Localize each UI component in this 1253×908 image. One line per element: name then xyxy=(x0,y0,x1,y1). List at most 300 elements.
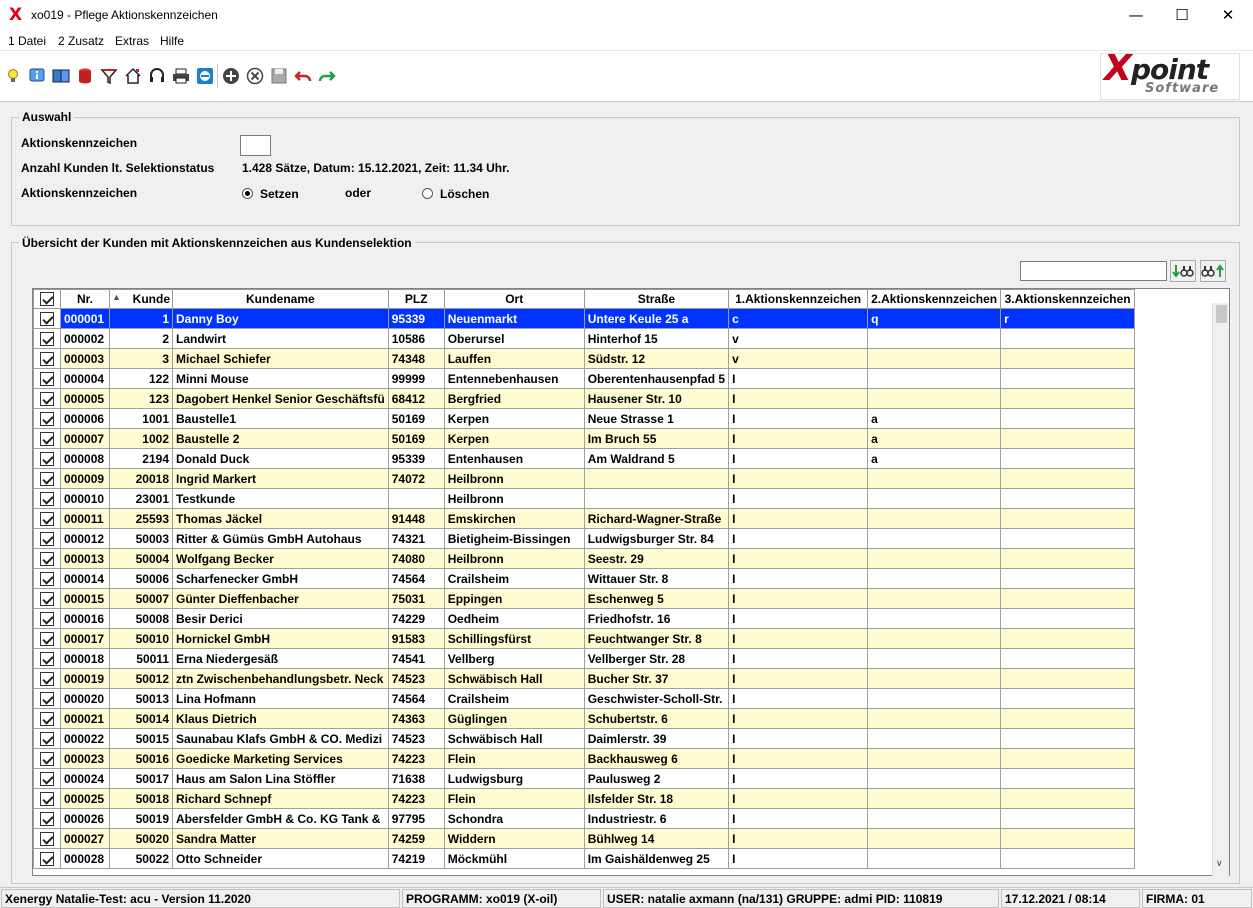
cell-ort: Heilbronn xyxy=(444,489,584,509)
cell-ort: Kerpen xyxy=(444,409,584,429)
cell-plz: 74523 xyxy=(388,669,444,689)
row-checkbox-cell[interactable] xyxy=(34,729,61,749)
table-row[interactable] xyxy=(34,749,1135,769)
table-row[interactable] xyxy=(34,449,1135,469)
row-checkbox[interactable] xyxy=(40,452,54,466)
cell-kundename: Wolfgang Becker xyxy=(173,549,389,569)
cell-nr: 000026 xyxy=(61,809,110,829)
table-row[interactable] xyxy=(34,349,1135,369)
table-row[interactable] xyxy=(34,369,1135,389)
table-row[interactable] xyxy=(34,669,1135,689)
cell-strasse: Bühlweg 14 xyxy=(584,829,728,849)
cell-aktion3 xyxy=(1001,389,1135,409)
aktionskennzeichen-input[interactable] xyxy=(240,135,271,156)
cell-strasse: Industriestr. 6 xyxy=(584,809,728,829)
cell-plz xyxy=(388,489,444,509)
cell-kunde: 50012 xyxy=(110,669,173,689)
cell-nr: 000018 xyxy=(61,649,110,669)
cell-kunde: 23001 xyxy=(110,489,173,509)
row-checkbox[interactable] xyxy=(40,612,54,626)
menu-bar xyxy=(0,31,1253,51)
table-row[interactable] xyxy=(34,469,1135,489)
cell-aktion1: I xyxy=(729,369,868,389)
cell-aktion3 xyxy=(1001,609,1135,629)
cell-aktion3 xyxy=(1001,689,1135,709)
cell-nr: 000008 xyxy=(61,449,110,469)
cell-aktion2 xyxy=(868,789,1001,809)
row-checkbox-cell[interactable] xyxy=(34,429,61,449)
cell-plz: 74223 xyxy=(388,789,444,809)
status-bar xyxy=(0,887,1253,908)
cell-kundename: Donald Duck xyxy=(173,449,389,469)
cell-strasse: Eschenweg 5 xyxy=(584,589,728,609)
cell-plz: 95339 xyxy=(388,309,444,329)
cell-plz: 95339 xyxy=(388,449,444,469)
row-checkbox-cell[interactable] xyxy=(34,489,61,509)
table-row[interactable] xyxy=(34,509,1135,529)
cell-plz: 10586 xyxy=(388,329,444,349)
row-checkbox[interactable] xyxy=(40,832,54,846)
cell-kundename: Goedicke Marketing Services xyxy=(173,749,389,769)
row-checkbox-cell[interactable] xyxy=(34,809,61,829)
minimize-button[interactable]: — xyxy=(1128,6,1144,24)
row-checkbox[interactable] xyxy=(40,632,54,646)
anzahl-kunden-value: 1.428 Sätze, Datum: 15.12.2021, Zeit: 11.34 Uhr. xyxy=(242,161,510,175)
cell-aktion1: I xyxy=(729,649,868,669)
table-row[interactable] xyxy=(34,649,1135,669)
cell-kunde: 50011 xyxy=(110,649,173,669)
cell-plz: 74072 xyxy=(388,469,444,489)
row-checkbox-cell[interactable] xyxy=(34,449,61,469)
cell-aktion2 xyxy=(868,389,1001,409)
cell-aktion1: I xyxy=(729,549,868,569)
cell-aktion3 xyxy=(1001,749,1135,769)
cell-kunde: 1 xyxy=(110,309,173,329)
cell-plz: 74348 xyxy=(388,349,444,369)
xpoint-logo xyxy=(1100,48,1240,100)
cell-aktion3 xyxy=(1001,789,1135,809)
cell-plz: 50169 xyxy=(388,409,444,429)
row-checkbox[interactable] xyxy=(40,592,54,606)
cell-aktion3 xyxy=(1001,449,1135,469)
cell-nr: 000006 xyxy=(61,409,110,429)
cell-strasse: Paulusweg 2 xyxy=(584,769,728,789)
cell-kundename: Lina Hofmann xyxy=(173,689,389,709)
row-checkbox[interactable] xyxy=(40,412,54,426)
row-checkbox[interactable] xyxy=(40,432,54,446)
row-checkbox[interactable] xyxy=(40,812,54,826)
search-input[interactable] xyxy=(1020,261,1167,281)
cell-aktion2 xyxy=(868,809,1001,829)
cell-aktion1: I xyxy=(729,429,868,449)
cell-aktion3 xyxy=(1001,429,1135,449)
cell-ort: Vellberg xyxy=(444,649,584,669)
cell-aktion2 xyxy=(868,509,1001,529)
cell-ort: Neuenmarkt xyxy=(444,309,584,329)
add-icon[interactable] xyxy=(222,67,240,85)
select-all-checkbox[interactable] xyxy=(40,292,54,306)
row-checkbox[interactable] xyxy=(40,372,54,386)
header-kunde[interactable] xyxy=(110,290,173,309)
info-icon[interactable] xyxy=(28,67,46,85)
cell-aktion3: r xyxy=(1001,309,1135,329)
table-row[interactable] xyxy=(34,809,1135,829)
cell-aktion1: I xyxy=(729,449,868,469)
cell-ort: Möckmühl xyxy=(444,849,584,869)
cell-aktion3 xyxy=(1001,509,1135,529)
table-row[interactable] xyxy=(34,529,1135,549)
cell-plz: 74259 xyxy=(388,829,444,849)
cell-ort: Crailsheim xyxy=(444,689,584,709)
row-checkbox-cell[interactable] xyxy=(34,689,61,709)
cell-ort: Heilbronn xyxy=(444,469,584,489)
cell-kundename: Erna Niedergesäß xyxy=(173,649,389,669)
cell-nr: 000028 xyxy=(61,849,110,869)
cell-aktion2 xyxy=(868,669,1001,689)
table-row[interactable] xyxy=(34,389,1135,409)
row-checkbox-cell[interactable] xyxy=(34,569,61,589)
cell-kundename: Minni Mouse xyxy=(173,369,389,389)
cell-aktion1: I xyxy=(729,629,868,649)
radio-loeschen[interactable] xyxy=(422,188,433,199)
cell-kunde: 50018 xyxy=(110,789,173,809)
vertical-scrollbar[interactable] xyxy=(1212,303,1229,876)
cell-kundename: Thomas Jäckel xyxy=(173,509,389,529)
cell-kundename: Richard Schnepf xyxy=(173,789,389,809)
logo-software: Software xyxy=(1145,81,1220,96)
row-checkbox-cell[interactable] xyxy=(34,669,61,689)
cell-aktion1: I xyxy=(729,829,868,849)
header-kunde-label: Kunde xyxy=(132,292,170,306)
cell-nr: 000005 xyxy=(61,389,110,409)
row-checkbox-cell[interactable] xyxy=(34,329,61,349)
row-checkbox[interactable] xyxy=(40,312,54,326)
row-checkbox-cell[interactable] xyxy=(34,769,61,789)
row-checkbox[interactable] xyxy=(40,572,54,586)
menu-zusatz[interactable]: 2 Zusatz xyxy=(58,34,105,48)
row-checkbox[interactable] xyxy=(40,392,54,406)
cell-kundename: Günter Dieffenbacher xyxy=(173,589,389,609)
cell-aktion1: I xyxy=(729,529,868,549)
cell-aktion3 xyxy=(1001,409,1135,429)
table-row[interactable] xyxy=(34,849,1135,869)
label-aktionskennzeichen: Aktionskennzeichen xyxy=(21,136,138,150)
cell-nr: 000027 xyxy=(61,829,110,849)
label-setzen[interactable]: Setzen xyxy=(260,187,299,201)
cell-kunde: 50020 xyxy=(110,829,173,849)
cell-aktion2 xyxy=(868,609,1001,629)
cell-strasse: Wittauer Str. 8 xyxy=(584,569,728,589)
maximize-button[interactable]: ☐ xyxy=(1175,6,1189,24)
cell-plz: 71638 xyxy=(388,769,444,789)
redo-icon[interactable] xyxy=(318,67,336,85)
cell-kunde: 50019 xyxy=(110,809,173,829)
cell-nr: 000020 xyxy=(61,689,110,709)
cell-kundename: Landwirt xyxy=(173,329,389,349)
cell-nr: 000003 xyxy=(61,349,110,369)
cell-nr: 000004 xyxy=(61,369,110,389)
table-row[interactable] xyxy=(34,589,1135,609)
row-checkbox[interactable] xyxy=(40,672,54,686)
header-aktion3[interactable]: 3.Aktionskennzeichen xyxy=(1001,290,1135,309)
header-plz[interactable]: PLZ xyxy=(388,290,444,309)
table-row[interactable] xyxy=(34,769,1135,789)
cell-nr: 000012 xyxy=(61,529,110,549)
cell-kunde: 50003 xyxy=(110,529,173,549)
row-checkbox[interactable] xyxy=(40,552,54,566)
cell-strasse: Oberentenhausenpfad 5 xyxy=(584,369,728,389)
cell-aktion1: I xyxy=(729,589,868,609)
cell-strasse xyxy=(584,469,728,489)
row-checkbox-cell[interactable] xyxy=(34,469,61,489)
row-checkbox-cell[interactable] xyxy=(34,529,61,549)
cell-aktion1: I xyxy=(729,749,868,769)
row-checkbox[interactable] xyxy=(40,512,54,526)
header-aktion2[interactable]: 2.Aktionskennzeichen xyxy=(868,290,1001,309)
row-checkbox-cell[interactable] xyxy=(34,589,61,609)
row-checkbox[interactable] xyxy=(40,472,54,486)
scrollbar-thumb[interactable] xyxy=(1216,305,1227,323)
cell-plz: 74080 xyxy=(388,549,444,569)
row-checkbox-cell[interactable] xyxy=(34,849,61,869)
cell-kundename: Saunabau Klafs GmbH & CO. Medizi xyxy=(173,729,389,749)
cell-ort: Güglingen xyxy=(444,709,584,729)
cell-strasse: Daimlerstr. 39 xyxy=(584,729,728,749)
header-nr[interactable]: Nr. xyxy=(61,290,110,309)
window-title: xo019 - Pflege Aktionskennzeichen xyxy=(31,8,218,22)
cell-aktion3 xyxy=(1001,529,1135,549)
cell-aktion3 xyxy=(1001,569,1135,589)
row-checkbox[interactable] xyxy=(40,712,54,726)
cell-kunde: 50016 xyxy=(110,749,173,769)
cell-kunde: 50017 xyxy=(110,769,173,789)
logo-x: X xyxy=(1104,48,1132,89)
cell-plz: 99999 xyxy=(388,369,444,389)
cell-kunde: 25593 xyxy=(110,509,173,529)
cell-plz: 50169 xyxy=(388,429,444,449)
row-checkbox[interactable] xyxy=(40,332,54,346)
cell-kunde: 50015 xyxy=(110,729,173,749)
row-checkbox-cell[interactable] xyxy=(34,309,61,329)
cell-kundename: Danny Boy xyxy=(173,309,389,329)
menu-datei[interactable]: 1 Datei xyxy=(8,34,47,48)
cell-aktion2: a xyxy=(868,429,1001,449)
row-checkbox-cell[interactable] xyxy=(34,749,61,769)
row-checkbox-cell[interactable] xyxy=(34,409,61,429)
cell-nr: 000002 xyxy=(61,329,110,349)
cell-aktion2 xyxy=(868,589,1001,609)
table-row[interactable] xyxy=(34,629,1135,649)
cell-aktion1: v xyxy=(729,329,868,349)
table-row[interactable] xyxy=(34,569,1135,589)
cell-kunde: 123 xyxy=(110,389,173,409)
scroll-down-icon[interactable]: ∨ xyxy=(1216,859,1223,869)
row-checkbox-cell[interactable] xyxy=(34,349,61,369)
row-checkbox-cell[interactable] xyxy=(34,709,61,729)
cell-strasse: Untere Keule 25 a xyxy=(584,309,728,329)
header-kundename[interactable]: Kundename xyxy=(173,290,389,309)
table-row[interactable] xyxy=(34,309,1135,329)
table-row[interactable] xyxy=(34,829,1135,849)
cell-plz: 74363 xyxy=(388,709,444,729)
table-row[interactable] xyxy=(34,329,1135,349)
cell-nr: 000010 xyxy=(61,489,110,509)
table-row[interactable] xyxy=(34,489,1135,509)
row-checkbox[interactable] xyxy=(40,772,54,786)
row-checkbox[interactable] xyxy=(40,532,54,546)
undo-icon[interactable] xyxy=(294,67,312,85)
cell-aktion1: I xyxy=(729,729,868,749)
table-row[interactable] xyxy=(34,409,1135,429)
cell-nr: 000015 xyxy=(61,589,110,609)
cell-kundename: Scharfenecker GmbH xyxy=(173,569,389,589)
cell-aktion2 xyxy=(868,749,1001,769)
cell-strasse: Hausener Str. 10 xyxy=(584,389,728,409)
cell-plz: 68412 xyxy=(388,389,444,409)
book-icon[interactable] xyxy=(52,67,70,85)
cell-aktion3 xyxy=(1001,849,1135,869)
search-down-icon[interactable] xyxy=(1170,260,1196,282)
row-checkbox-cell[interactable] xyxy=(34,629,61,649)
cell-aktion3 xyxy=(1001,829,1135,849)
customer-grid xyxy=(32,288,1230,876)
table-row[interactable] xyxy=(34,789,1135,809)
filter-icon[interactable] xyxy=(100,67,118,85)
cell-aktion2 xyxy=(868,369,1001,389)
cell-aktion3 xyxy=(1001,709,1135,729)
radio-setzen[interactable] xyxy=(242,188,253,199)
title-bar xyxy=(0,0,1253,31)
row-checkbox[interactable] xyxy=(40,752,54,766)
header-aktion1[interactable]: 1.Aktionskennzeichen xyxy=(729,290,868,309)
cell-aktion2 xyxy=(868,829,1001,849)
table-row[interactable] xyxy=(34,709,1135,729)
cell-nr: 000009 xyxy=(61,469,110,489)
label-aktionskennzeichen-mode: Aktionskennzeichen xyxy=(21,186,138,200)
cell-strasse: Südstr. 12 xyxy=(584,349,728,369)
row-checkbox[interactable] xyxy=(40,652,54,666)
database-icon[interactable] xyxy=(76,67,94,85)
row-checkbox[interactable] xyxy=(40,792,54,806)
cell-aktion2 xyxy=(868,329,1001,349)
cell-aktion3 xyxy=(1001,489,1135,509)
cell-kunde: 50004 xyxy=(110,549,173,569)
toolbar-separator xyxy=(217,64,218,88)
cell-kunde: 122 xyxy=(110,369,173,389)
home-icon[interactable] xyxy=(124,67,142,85)
row-checkbox[interactable] xyxy=(40,732,54,746)
search-up-icon[interactable] xyxy=(1200,260,1226,282)
cell-kundename: Abersfelder GmbH & Co. KG Tank & xyxy=(173,809,389,829)
cell-aktion3 xyxy=(1001,589,1135,609)
cell-strasse xyxy=(584,489,728,509)
cell-aktion1: I xyxy=(729,569,868,589)
cell-nr: 000007 xyxy=(61,429,110,449)
customer-table xyxy=(33,289,1135,869)
save-icon[interactable] xyxy=(270,67,288,85)
status-version: Xenergy Natalie-Test: acu - Version 11.2020 xyxy=(1,889,400,908)
cell-nr: 000019 xyxy=(61,669,110,689)
close-button[interactable]: ✕ xyxy=(1221,6,1235,24)
cell-kunde: 1001 xyxy=(110,409,173,429)
cell-strasse: Seestr. 29 xyxy=(584,549,728,569)
cell-nr: 000016 xyxy=(61,609,110,629)
table-row[interactable] xyxy=(34,609,1135,629)
cell-aktion3 xyxy=(1001,649,1135,669)
cell-kundename: Otto Schneider xyxy=(173,849,389,869)
cell-aktion3 xyxy=(1001,549,1135,569)
cell-plz: 97795 xyxy=(388,809,444,829)
cell-plz: 74219 xyxy=(388,849,444,869)
cell-strasse: Am Waldrand 5 xyxy=(584,449,728,469)
printer-icon[interactable] xyxy=(172,67,190,85)
cell-nr: 000024 xyxy=(61,769,110,789)
row-checkbox-cell[interactable] xyxy=(34,509,61,529)
row-checkbox-cell[interactable] xyxy=(34,369,61,389)
cell-aktion1: I xyxy=(729,469,868,489)
row-checkbox-cell[interactable] xyxy=(34,649,61,669)
label-loeschen[interactable]: Löschen xyxy=(440,187,490,201)
teamviewer-icon[interactable] xyxy=(196,67,214,85)
cell-nr: 000022 xyxy=(61,729,110,749)
table-row[interactable] xyxy=(34,689,1135,709)
cell-ort: Entenhausen xyxy=(444,449,584,469)
cell-strasse: Ludwigsburger Str. 84 xyxy=(584,529,728,549)
cell-strasse: Geschwister-Scholl-Str. xyxy=(584,689,728,709)
cell-kundename: Ingrid Markert xyxy=(173,469,389,489)
header-strasse[interactable]: Straße xyxy=(584,290,728,309)
row-checkbox-cell[interactable] xyxy=(34,609,61,629)
cell-strasse: Friedhofstr. 16 xyxy=(584,609,728,629)
cell-ort: Schwäbisch Hall xyxy=(444,729,584,749)
row-checkbox-cell[interactable] xyxy=(34,829,61,849)
row-checkbox-cell[interactable] xyxy=(34,549,61,569)
cell-ort: Kerpen xyxy=(444,429,584,449)
cell-strasse: Schubertstr. 6 xyxy=(584,709,728,729)
row-checkbox[interactable] xyxy=(40,692,54,706)
menu-hilfe[interactable]: Hilfe xyxy=(160,34,185,48)
cell-aktion2 xyxy=(868,489,1001,509)
cell-aktion3 xyxy=(1001,369,1135,389)
cell-aktion2 xyxy=(868,529,1001,549)
headset-icon[interactable] xyxy=(148,67,166,85)
cell-kundename: Testkunde xyxy=(173,489,389,509)
cell-ort: Bergfried xyxy=(444,389,584,409)
table-row[interactable] xyxy=(34,549,1135,569)
cell-kunde: 2 xyxy=(110,329,173,349)
cell-strasse: Richard-Wagner-Straße xyxy=(584,509,728,529)
table-row[interactable] xyxy=(34,429,1135,449)
header-ort[interactable]: Ort xyxy=(444,290,584,309)
table-row[interactable] xyxy=(34,729,1135,749)
row-checkbox-cell[interactable] xyxy=(34,789,61,809)
cell-aktion1: I xyxy=(729,809,868,829)
cell-aktion2 xyxy=(868,689,1001,709)
row-checkbox[interactable] xyxy=(40,492,54,506)
row-checkbox-cell[interactable] xyxy=(34,389,61,409)
delete-icon[interactable] xyxy=(246,67,264,85)
header-select-all[interactable] xyxy=(34,290,61,309)
row-checkbox[interactable] xyxy=(40,852,54,866)
lightbulb-icon[interactable] xyxy=(4,67,22,85)
cell-kundename: Baustelle1 xyxy=(173,409,389,429)
cell-nr: 000021 xyxy=(61,709,110,729)
cell-aktion2: q xyxy=(868,309,1001,329)
row-checkbox[interactable] xyxy=(40,352,54,366)
cell-aktion3 xyxy=(1001,329,1135,349)
menu-extras[interactable]: Extras xyxy=(115,34,150,48)
cell-ort: Eppingen xyxy=(444,589,584,609)
